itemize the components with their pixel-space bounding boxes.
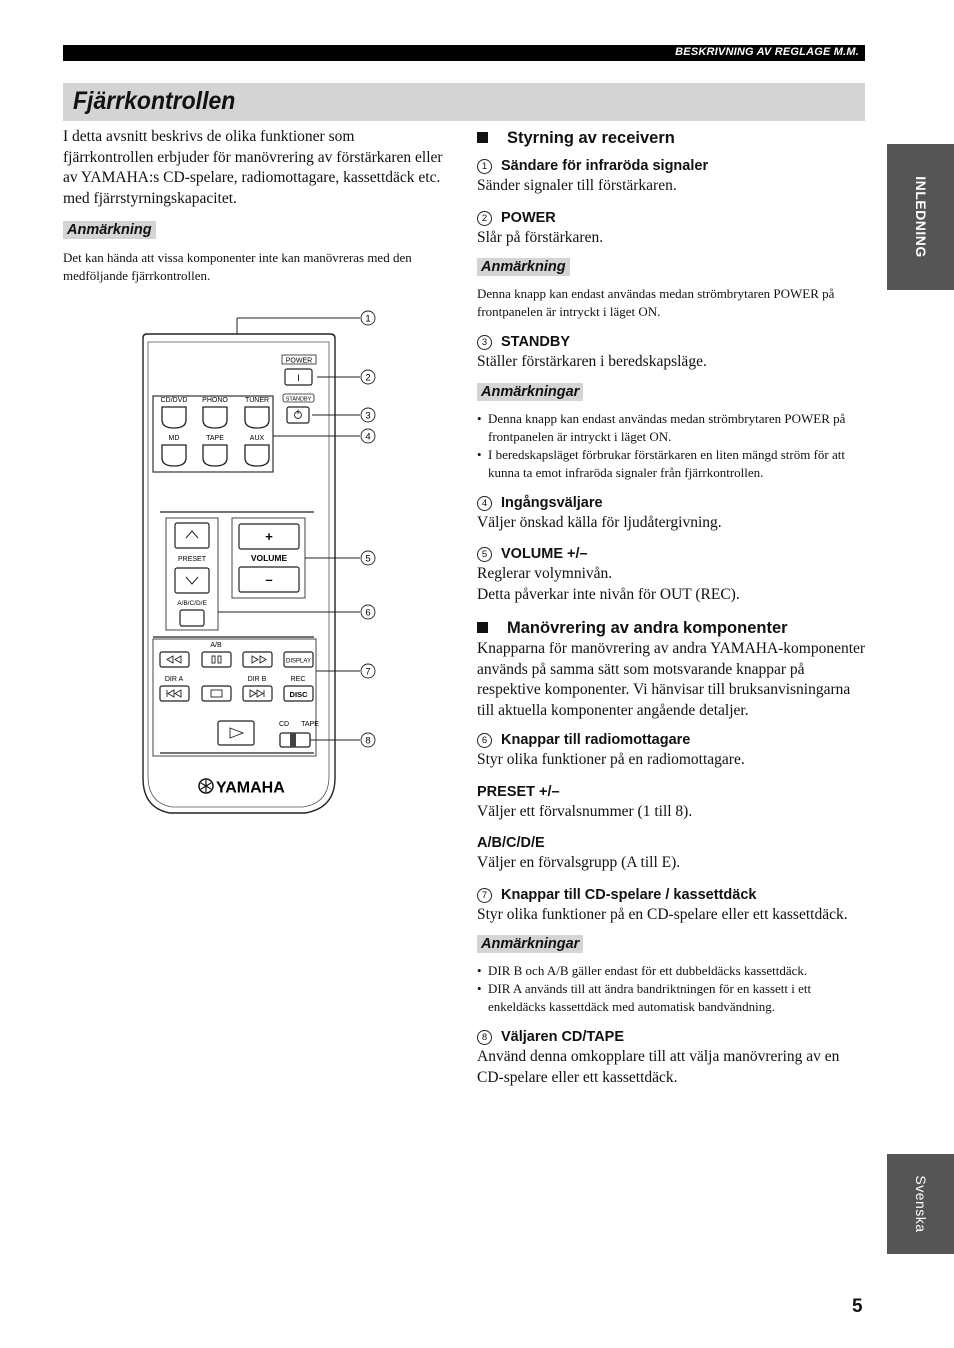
section-heading: Manövrering av andra komponenter bbox=[477, 617, 867, 639]
tape-label: TAPE bbox=[301, 721, 319, 728]
callout-5: 5 bbox=[365, 553, 371, 565]
dir-a-label: DIR A bbox=[164, 676, 184, 683]
item-text: Styr olika funktioner på en CD-spelare eller ett kassettdäck. bbox=[477, 905, 848, 923]
list-item: • Denna knapp kan endast användas medan strömbrytaren POWER på frontpanelen är intryckt i läget ON. bbox=[477, 410, 867, 446]
input-label: TAPE bbox=[206, 435, 224, 442]
callout-6: 6 bbox=[365, 607, 371, 619]
item-heading: 3 STANDBY bbox=[477, 332, 867, 352]
section-heading: Styrning av receivern bbox=[477, 127, 867, 149]
item-text: Sänder signaler till förstärkaren. bbox=[477, 177, 677, 194]
note-label: Anmärkningar bbox=[477, 935, 583, 953]
item-text: Slår på förstärkaren. bbox=[477, 228, 604, 246]
minus-icon: – bbox=[265, 572, 273, 587]
input-button-cd-dvd bbox=[162, 407, 186, 428]
brand-logo: YAMAHA bbox=[216, 779, 285, 797]
abcde-label: A/B/C/D/E bbox=[177, 600, 207, 607]
item-text: Ställer förstärkaren i beredskapsläge. bbox=[477, 353, 707, 370]
item-text: Använd denna omkopplare till att välja manövrering av en CD-spelare eller ett kassettdäck. bbox=[477, 1048, 840, 1086]
preset-up-button bbox=[175, 523, 209, 548]
ab-label: A/B bbox=[210, 642, 222, 649]
standby-button bbox=[287, 407, 309, 423]
item-text: Väljer önskad källa för ljudåtergivning. bbox=[477, 513, 722, 531]
item-text: Styr olika funktioner på en radiomottagare. bbox=[477, 751, 745, 768]
callout-7: 7 bbox=[365, 666, 371, 678]
preset-down-button bbox=[175, 568, 209, 593]
dir-b-button bbox=[243, 686, 272, 701]
input-label: CD/DVD bbox=[160, 397, 188, 404]
input-label: PHONO bbox=[202, 397, 228, 404]
section-title: BESKRIVNING AV REGLAGE M.M. bbox=[675, 46, 859, 58]
item-text: Detta påverkar inte nivån för OUT (REC). bbox=[477, 585, 740, 603]
cd-label: CD bbox=[278, 721, 290, 728]
side-tab-label: INLEDNING bbox=[912, 176, 929, 258]
abcde-button bbox=[180, 610, 204, 626]
header-bar bbox=[63, 45, 865, 61]
note-label: Anmärkning bbox=[477, 258, 570, 276]
item-heading: 2 POWER bbox=[477, 208, 867, 228]
side-tab-svenska[interactable] bbox=[887, 1154, 954, 1254]
note-label: Anmärkning bbox=[63, 221, 156, 239]
side-tab-inledning[interactable] bbox=[887, 144, 954, 290]
input-label: TUNER bbox=[244, 397, 270, 404]
plus-icon: + bbox=[265, 529, 273, 544]
pause-button bbox=[202, 652, 231, 667]
stop-button bbox=[202, 686, 231, 701]
item-heading: 8 Väljaren CD/TAPE bbox=[477, 1027, 867, 1047]
note-list bbox=[477, 962, 867, 1016]
side-tab-label: Svenska bbox=[912, 1175, 929, 1233]
item-heading: 6 Knappar till radiomottagare bbox=[477, 730, 867, 750]
item-heading: 1 Sändare för infraröda signaler bbox=[477, 156, 867, 176]
note-text: Denna knapp kan endast användas medan strömbrytaren POWER på frontpanelen är intryckt i läget ON. bbox=[477, 286, 835, 319]
item-heading: 4 Ingångsväljare bbox=[477, 493, 867, 513]
item-heading: PRESET +/– bbox=[477, 783, 560, 800]
input-button-tuner bbox=[245, 407, 269, 428]
note-label: Anmärkningar bbox=[477, 383, 583, 401]
note-list bbox=[477, 410, 867, 482]
item-text: Väljer en förvalsgrupp (A till E). bbox=[477, 854, 681, 871]
volume-label: VOLUME bbox=[250, 553, 288, 563]
list-item: • DIR B och A/B gäller endast för ett dubbeldäcks kassettdäck. bbox=[477, 962, 867, 980]
preset-label: PRESET bbox=[177, 556, 207, 563]
right-column bbox=[477, 127, 867, 1088]
item-heading: 7 Knappar till CD-spelare / kassettdäck bbox=[477, 885, 867, 905]
list-item: • I beredskapsläget förbrukar förstärkaren en liten mängd ström för att kunna ta emot infraröda signaler från fjärrkontrollen. bbox=[477, 446, 867, 482]
power-symbol: I bbox=[297, 373, 300, 383]
power-label: POWER bbox=[285, 357, 313, 365]
callout-3: 3 bbox=[365, 410, 371, 422]
rec-label: REC bbox=[290, 676, 306, 683]
callout-4: 4 bbox=[365, 431, 371, 443]
display-label: DISPLAY bbox=[286, 658, 311, 665]
input-label: MD bbox=[168, 435, 180, 442]
left-column bbox=[63, 127, 443, 285]
page-number: 5 bbox=[852, 1296, 863, 1317]
page-title: Fjärrkontrollen bbox=[73, 87, 236, 115]
item-text: Reglerar volymnivån. bbox=[477, 565, 613, 582]
list-item: • DIR A används till att ändra bandriktningen för en kassett i ett enkeldäcks kassettdäck med automatisk bandvändning. bbox=[477, 980, 867, 1016]
input-button-tape bbox=[203, 445, 227, 466]
item-heading: 5 VOLUME +/– bbox=[477, 544, 867, 564]
callout-1: 1 bbox=[365, 313, 371, 325]
section-text: Knapparna för manövrering av andra YAMAHA-komponenter används på samma sätt som motsvarande knappar på respektive komponenter. Vi hänvisar till bruksanvisningarna till aktuella komponenter angående detaljer. bbox=[477, 640, 866, 719]
play-button bbox=[218, 721, 254, 745]
item-heading: A/B/C/D/E bbox=[477, 835, 545, 851]
callout-8: 8 bbox=[365, 735, 371, 747]
input-button-md bbox=[162, 445, 186, 466]
callout-2: 2 bbox=[365, 372, 371, 384]
input-button-phono bbox=[203, 407, 227, 428]
item-text: Väljer ett förvalsnummer (1 till 8). bbox=[477, 802, 693, 820]
disc-label: DISC bbox=[289, 690, 308, 699]
input-label: AUX bbox=[249, 435, 265, 442]
note-text: Det kan hända att vissa komponenter inte kan manövreras med den medföljande fjärrkontrollen. bbox=[63, 250, 412, 283]
input-button-aux bbox=[245, 445, 269, 466]
title-bar bbox=[63, 83, 865, 121]
standby-label: STANDBY bbox=[285, 396, 312, 403]
remote-control-illustration bbox=[140, 308, 380, 828]
dir-b-label: DIR B bbox=[247, 676, 267, 683]
intro-text: I detta avsnitt beskrivs de olika funktioner som fjärrkontrollen erbjuder för manövrering av förstärkaren eller av YAMAHA:s CD-spelare, radiomottagare, kassettdäck etc. med fjärrstyrningskapacitet. bbox=[63, 128, 443, 207]
